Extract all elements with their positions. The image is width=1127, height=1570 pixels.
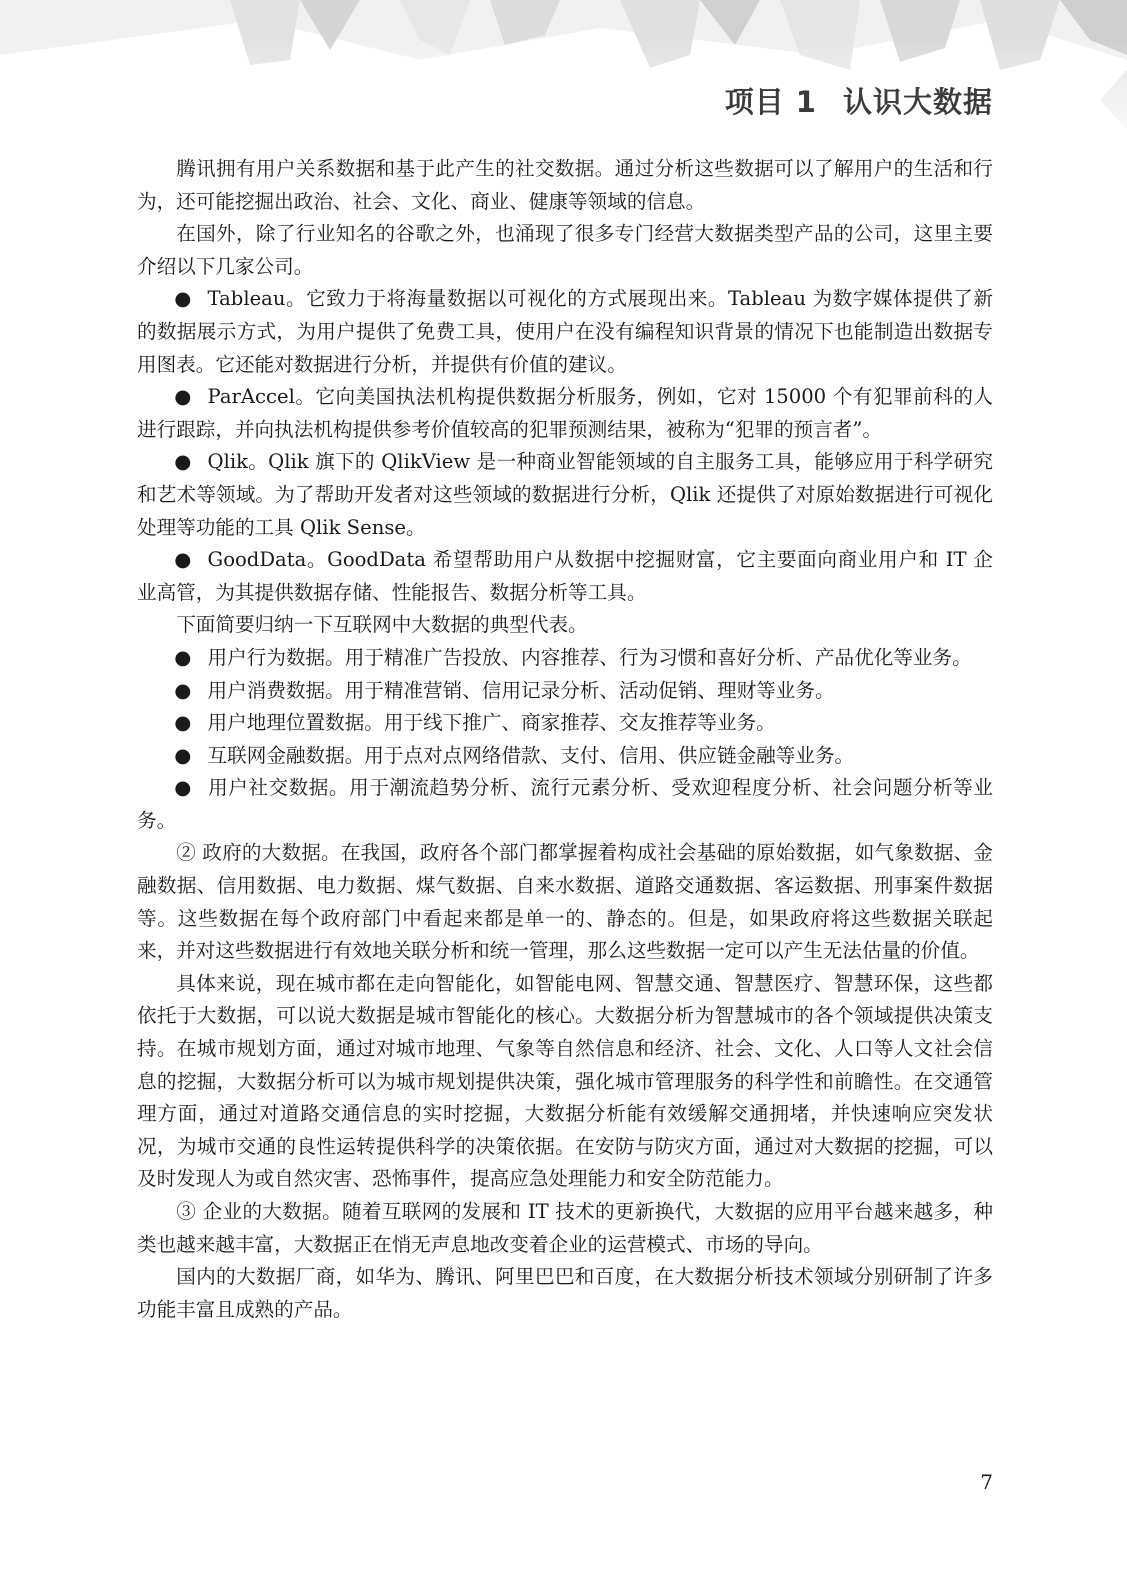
bullet-paragraph	[137, 740, 993, 773]
bullet-paragraph	[137, 675, 993, 708]
bullet-icon: ●	[174, 711, 192, 735]
page-number: 7	[980, 1470, 993, 1494]
body-paragraph	[137, 968, 993, 1196]
paragraph-text: 具体来说，现在城市都在走向智能化，如智能电网、智慧交通、智慧医疗、智慧环保，这些都依托于大数据，可以说大数据是城市智能化的核心。大数据分析为智慧城市的各个领域提供决策支持。在城市规划方面，通过对城市地理、气象等自然信息和经济、社会、文化、人口等人文社会信息的挖掘，大数据分析可以为城市规划提供决策，强化城市管理服务的科学性和前瞻性。在交通管理方面，通过对道路交通信息的实时挖掘，大数据分析能有效缓解交通拥堵，并快速响应突发状况，为城市交通的良性运转提供科学的决策依据。在安防与防灾方面，通过对大数据的挖掘，可以及时发现人为或自然灾害、恐怖事件，提高应急处理能力和安全防范能力。	[137, 971, 993, 1191]
bullet-paragraph	[137, 381, 993, 446]
paragraph-text: 用户地理位置数据。用于线下推广、商家推荐、交友推荐等业务。	[207, 711, 776, 735]
bullet-paragraph	[137, 707, 993, 740]
bullet-icon: ●	[174, 743, 192, 767]
bullet-icon: ●	[174, 645, 192, 669]
paragraph-text: ParAccel。它向美国执法机构提供数据分析服务，例如，它对 15000 个有犯罪前科的人进行跟踪，并向执法机构提供参考价值较高的犯罪预测结果，被称为“犯罪的预言者”。	[137, 385, 993, 441]
paragraph-text: 腾讯拥有用户关系数据和基于此产生的社交数据。通过分析这些数据可以了解用户的生活和行为，还可能挖掘出政治、社会、文化、商业、健康等领域的信息。	[137, 157, 993, 213]
paragraph-text: 用户消费数据。用于精准营销、信用记录分析、活动促销、理财等业务。	[207, 678, 835, 702]
paragraph-text: 在国外，除了行业知名的谷歌之外，也涌现了很多专门经营大数据类型产品的公司，这里主要介绍以下几家公司。	[137, 222, 993, 278]
body-paragraph	[137, 218, 993, 283]
chapter-header	[725, 80, 993, 121]
paragraph-text: 互联网金融数据。用于点对点网络借款、支付、信用、供应链金融等业务。	[207, 743, 855, 767]
body-paragraph	[137, 153, 993, 218]
bullet-paragraph	[137, 772, 993, 837]
bullet-icon: ●	[174, 287, 192, 311]
bullet-icon: ●	[174, 678, 192, 702]
body-paragraph	[137, 837, 993, 967]
decorative-header-banner	[0, 0, 1127, 150]
bullet-paragraph	[137, 446, 993, 544]
paragraph-text: ② 政府的大数据。在我国，政府各个部门都掌握着构成社会基础的原始数据，如气象数据、金融数据、信用数据、电力数据、煤气数据、自来水数据、道路交通数据、客运数据、刑事案件数据等。这些数据在每个政府部门中看起来都是单一的、静态的。但是，如果政府将这些数据关联起来，并对这些数据进行有效地关联分析和统一管理，那么这些数据一定可以产生无法估量的价值。	[137, 841, 993, 963]
body-paragraph	[137, 1196, 993, 1261]
bullet-paragraph	[137, 642, 993, 675]
paragraph-text: 用户行为数据。用于精准广告投放、内容推荐、行为习惯和喜好分析、产品优化等业务。	[207, 645, 972, 669]
paragraph-text: 用户社交数据。用于潮流趋势分析、流行元素分析、受欢迎程度分析、社会问题分析等业务。	[137, 776, 993, 832]
paragraph-text: Qlik。Qlik 旗下的 QlikView 是一种商业智能领域的自主服务工具，能够应用于科学研究和艺术等领域。为了帮助开发者对这些领域的数据进行分析，Qlik 还提供了对原始数据进行可视化处理等功能的工具 Qlik Sense。	[137, 450, 993, 539]
page-body	[137, 153, 993, 1326]
paragraph-text: 下面简要归纳一下互联网中大数据的典型代表。	[176, 613, 588, 637]
bullet-icon: ●	[174, 548, 192, 572]
bullet-paragraph	[137, 544, 993, 609]
body-paragraph	[137, 609, 993, 642]
bullet-icon: ●	[174, 385, 192, 409]
paragraph-text: Tableau。它致力于将海量数据以可视化的方式展现出来。Tableau 为数字媒体提供了新的数据展示方式，为用户提供了免费工具，使用户在没有编程知识背景的情况下也能制造出数据专用图表。它还能对数据进行分析，并提供有价值的建议。	[137, 287, 993, 376]
paragraph-text: 国内的大数据厂商，如华为、腾讯、阿里巴巴和百度，在大数据分析技术领域分别研制了许多功能丰富且成熟的产品。	[137, 1265, 993, 1321]
paragraph-text: GoodData。GoodData 希望帮助用户从数据中挖掘财富，它主要面向商业用户和 IT 企业高管，为其提供数据存储、性能报告、数据分析等工具。	[137, 548, 993, 604]
bullet-paragraph	[137, 283, 993, 381]
project-label: 项目 1	[724, 85, 817, 119]
chapter-title: 认识大数据	[842, 85, 993, 119]
paragraph-text: ③ 企业的大数据。随着互联网的发展和 IT 技术的更新换代，大数据的应用平台越来越多，种类也越来越丰富，大数据正在悄无声息地改变着企业的运营模式、市场的导向。	[137, 1200, 993, 1256]
bullet-icon: ●	[174, 450, 192, 474]
body-paragraph	[137, 1261, 993, 1326]
bullet-icon: ●	[174, 776, 192, 800]
